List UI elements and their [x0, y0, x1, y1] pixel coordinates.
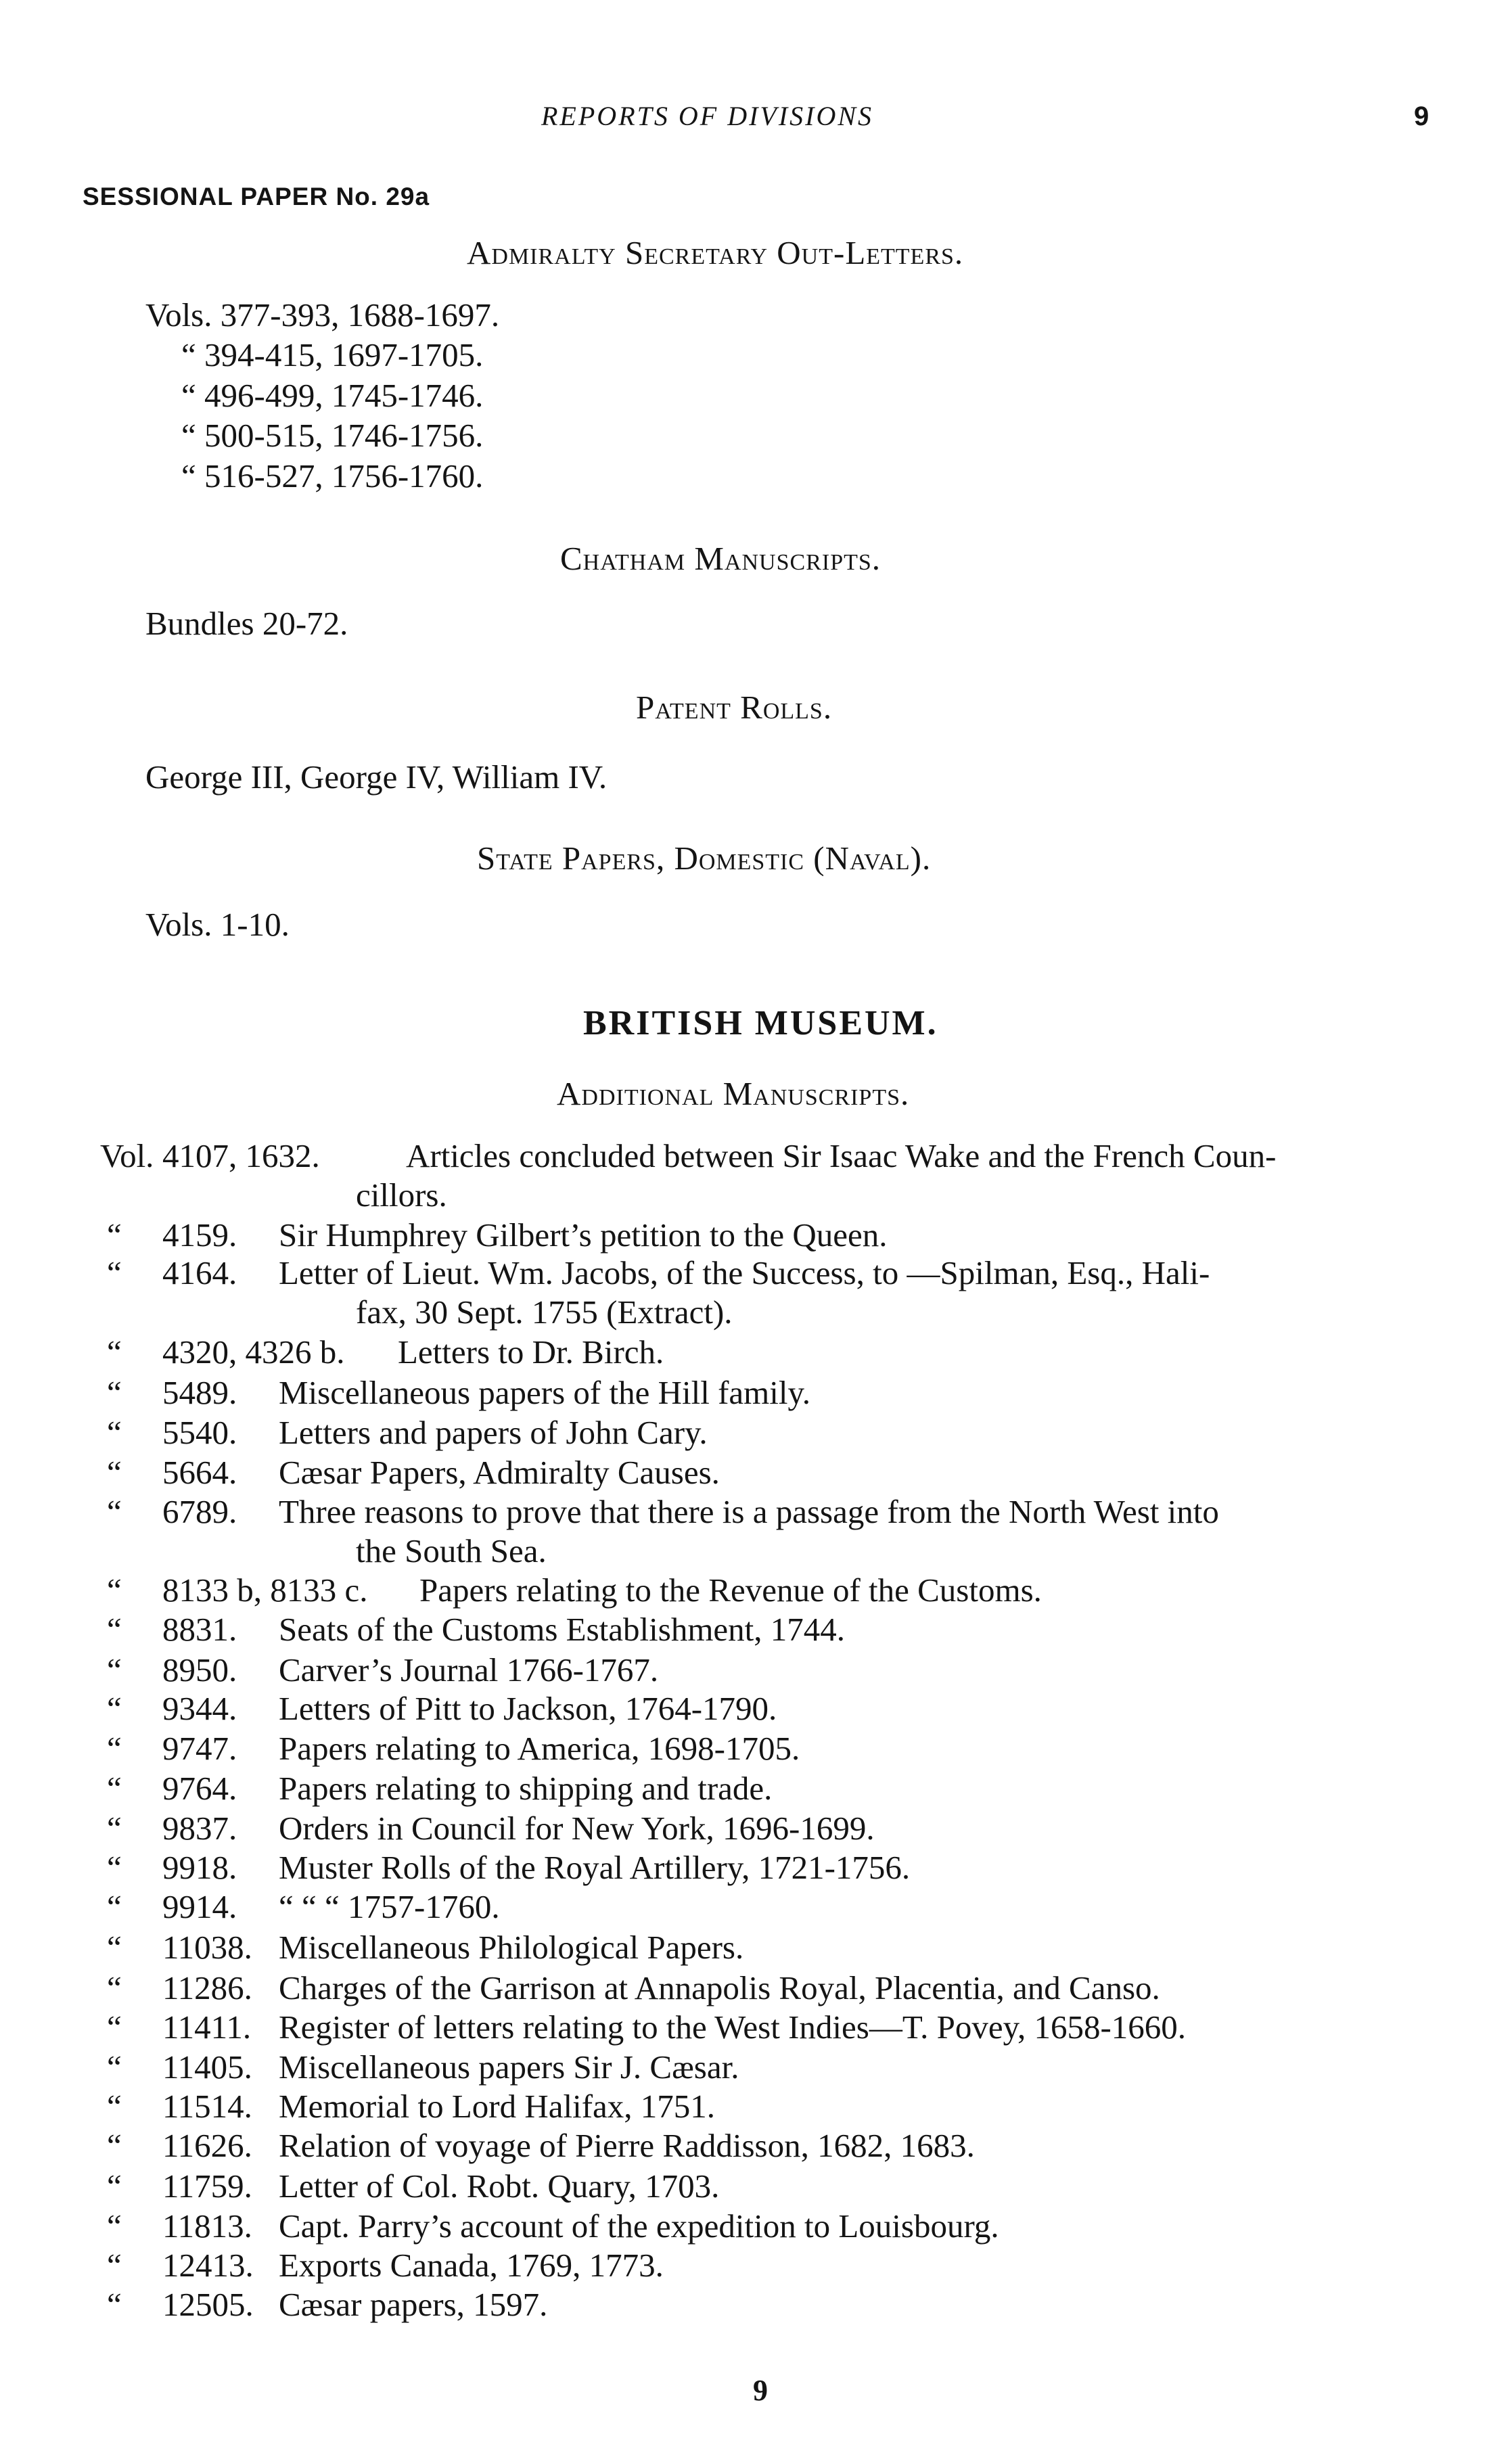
entry-description: Seats of the Customs Establishment, 1744.	[279, 1611, 846, 1648]
chatham-line: Bundles 20-72.	[145, 605, 348, 642]
entry-description: Miscellaneous papers of the Hill family.	[279, 1374, 811, 1411]
entry-prefix: “	[107, 1888, 122, 1925]
entry-description: Cæsar Papers, Admiralty Causes.	[279, 1454, 720, 1491]
admiralty-line: “ 500-515, 1746-1756.	[181, 417, 484, 454]
entry-prefix: “	[107, 1374, 122, 1411]
state-papers-heading: State Papers, Domestic (Naval).	[477, 840, 932, 877]
entry-reference: 11411.	[162, 2008, 252, 2046]
entry-description: Miscellaneous papers Sir J. Cæsar.	[279, 2048, 739, 2086]
entry-reference: 4159.	[162, 1216, 237, 1254]
entry-description: Letter of Col. Robt. Quary, 1703.	[279, 2167, 720, 2205]
admiralty-heading: Admiralty Secretary Out-Letters.	[467, 234, 964, 271]
entry-prefix: “	[107, 1493, 122, 1530]
entry-description: Exports Canada, 1769, 1773.	[279, 2247, 664, 2284]
entry-description: Letter of Lieut. Wm. Jacobs, of the Success, to —Spilman, Esq., Hali-	[279, 1254, 1210, 1291]
sessional-paper-label: SESSIONAL PAPER No. 29a	[83, 183, 430, 210]
additional-manuscripts-heading: Additional Manuscripts.	[557, 1075, 910, 1112]
entry-continuation: the South Sea.	[356, 1532, 547, 1569]
admiralty-line: “ 496-499, 1745-1746.	[181, 377, 484, 414]
entry-prefix: “	[107, 2008, 122, 2046]
entry-description: Papers relating to America, 1698-1705.	[279, 1730, 800, 1767]
admiralty-line: “ 516-527, 1756-1760.	[181, 457, 484, 495]
state-papers-line: Vols. 1-10.	[145, 906, 290, 943]
entry-reference: 9914.	[162, 1888, 237, 1925]
entry-reference: 12505.	[162, 2286, 254, 2323]
entry-reference: 11286.	[162, 1969, 252, 2006]
entry-reference: 5489.	[162, 1374, 237, 1411]
entry-reference: 8950.	[162, 1651, 237, 1689]
entry-reference: 12413.	[162, 2247, 254, 2284]
entry-description: Sir Humphrey Gilbert’s petition to the Queen.	[279, 1216, 888, 1254]
patent-heading: Patent Rolls.	[636, 689, 833, 726]
entry-description: Letters and papers of John Cary.	[279, 1414, 708, 1451]
entry-description: Charges of the Garrison at Annapolis Royal, Placentia, and Canso.	[279, 1969, 1160, 2006]
entry-description: Cæsar papers, 1597.	[279, 2286, 548, 2323]
entry-description: Memorial to Lord Halifax, 1751.	[279, 2088, 716, 2125]
entry-prefix: “	[107, 1254, 122, 1291]
entry-prefix: “	[107, 2127, 122, 2164]
entry-description: Letters of Pitt to Jackson, 1764-1790.	[279, 1690, 777, 1727]
entry-prefix: “	[107, 1810, 122, 1847]
entry-reference: 4164.	[162, 1254, 237, 1291]
entry-prefix: “	[107, 2167, 122, 2205]
page-number-bottom: 9	[753, 2374, 768, 2407]
entry-description: Miscellaneous Philological Papers.	[279, 1929, 744, 1966]
patent-line: George III, George IV, William IV.	[145, 758, 608, 796]
entry-prefix: “	[107, 2286, 122, 2323]
admiralty-line: Vols. 377-393, 1688-1697.	[145, 296, 500, 334]
entry-reference: 5664.	[162, 1454, 237, 1491]
entry-prefix: “	[107, 2048, 122, 2086]
entry-reference: 9918.	[162, 1849, 237, 1886]
entry-prefix: “	[107, 1730, 122, 1767]
entry-prefix: “	[107, 1690, 122, 1727]
entry-reference: 11514.	[162, 2088, 252, 2125]
entry-reference: 11759.	[162, 2167, 252, 2205]
entry-reference: 4107, 1632.	[162, 1137, 320, 1174]
entry-prefix: “	[107, 1611, 122, 1648]
entry-description: Articles concluded between Sir Isaac Wake and the French Coun-	[406, 1137, 1277, 1174]
entry-description: Three reasons to prove that there is a passage from the North West into	[279, 1493, 1219, 1530]
entry-description: Papers relating to the Revenue of the Customs.	[419, 1571, 1042, 1609]
entry-prefix: “	[107, 1651, 122, 1689]
entry-reference: 8133 b, 8133 c.	[162, 1571, 368, 1609]
entry-prefix: Vol.	[100, 1137, 154, 1174]
entry-description: Orders in Council for New York, 1696-1699.	[279, 1810, 875, 1847]
entry-prefix: “	[107, 1969, 122, 2006]
entry-reference: 9747.	[162, 1730, 237, 1767]
entry-prefix: “	[107, 2247, 122, 2284]
entry-reference: 6789.	[162, 1493, 237, 1530]
entry-reference: 9344.	[162, 1690, 237, 1727]
entry-continuation: cillors.	[356, 1176, 447, 1214]
entry-reference: 11405.	[162, 2048, 252, 2086]
page-number-top: 9	[1414, 101, 1429, 131]
entry-reference: 9837.	[162, 1810, 237, 1847]
entry-reference: 11626.	[162, 2127, 252, 2164]
entry-reference: 4320, 4326 b.	[162, 1333, 345, 1371]
entry-continuation: fax, 30 Sept. 1755 (Extract).	[356, 1293, 733, 1331]
entry-description: Carver’s Journal 1766-1767.	[279, 1651, 659, 1689]
entry-reference: 9764.	[162, 1770, 237, 1807]
entry-prefix: “	[107, 1571, 122, 1609]
entry-prefix: “	[107, 1216, 122, 1254]
entry-description: Capt. Parry’s account of the expedition to Louisbourg.	[279, 2207, 999, 2245]
entry-prefix: “	[107, 1454, 122, 1491]
entry-prefix: “	[107, 1770, 122, 1807]
running-title: REPORTS OF DIVISIONS	[541, 101, 874, 131]
entry-reference: 11038.	[162, 1929, 252, 1966]
entry-description: Papers relating to shipping and trade.	[279, 1770, 773, 1807]
chatham-heading: Chatham Manuscripts.	[560, 540, 881, 577]
admiralty-line: “ 394-415, 1697-1705.	[181, 336, 484, 373]
entry-description: Register of letters relating to the West Indies—T. Povey, 1658-1660.	[279, 2008, 1187, 2046]
entry-description: Letters to Dr. Birch.	[398, 1333, 664, 1371]
entry-description: Relation of voyage of Pierre Raddisson, 1682, 1683.	[279, 2127, 975, 2164]
entry-prefix: “	[107, 1333, 122, 1371]
entry-prefix: “	[107, 1414, 122, 1451]
entry-reference: 8831.	[162, 1611, 237, 1648]
entry-description: “ “ “ 1757-1760.	[279, 1888, 500, 1925]
entry-reference: 11813.	[162, 2207, 252, 2245]
entry-prefix: “	[107, 1929, 122, 1966]
entry-prefix: “	[107, 1849, 122, 1886]
entry-prefix: “	[107, 2088, 122, 2125]
entry-prefix: “	[107, 2207, 122, 2245]
entry-reference: 5540.	[162, 1414, 237, 1451]
entry-description: Muster Rolls of the Royal Artillery, 1721-1756.	[279, 1849, 911, 1886]
british-museum-title: BRITISH MUSEUM.	[583, 1004, 938, 1042]
